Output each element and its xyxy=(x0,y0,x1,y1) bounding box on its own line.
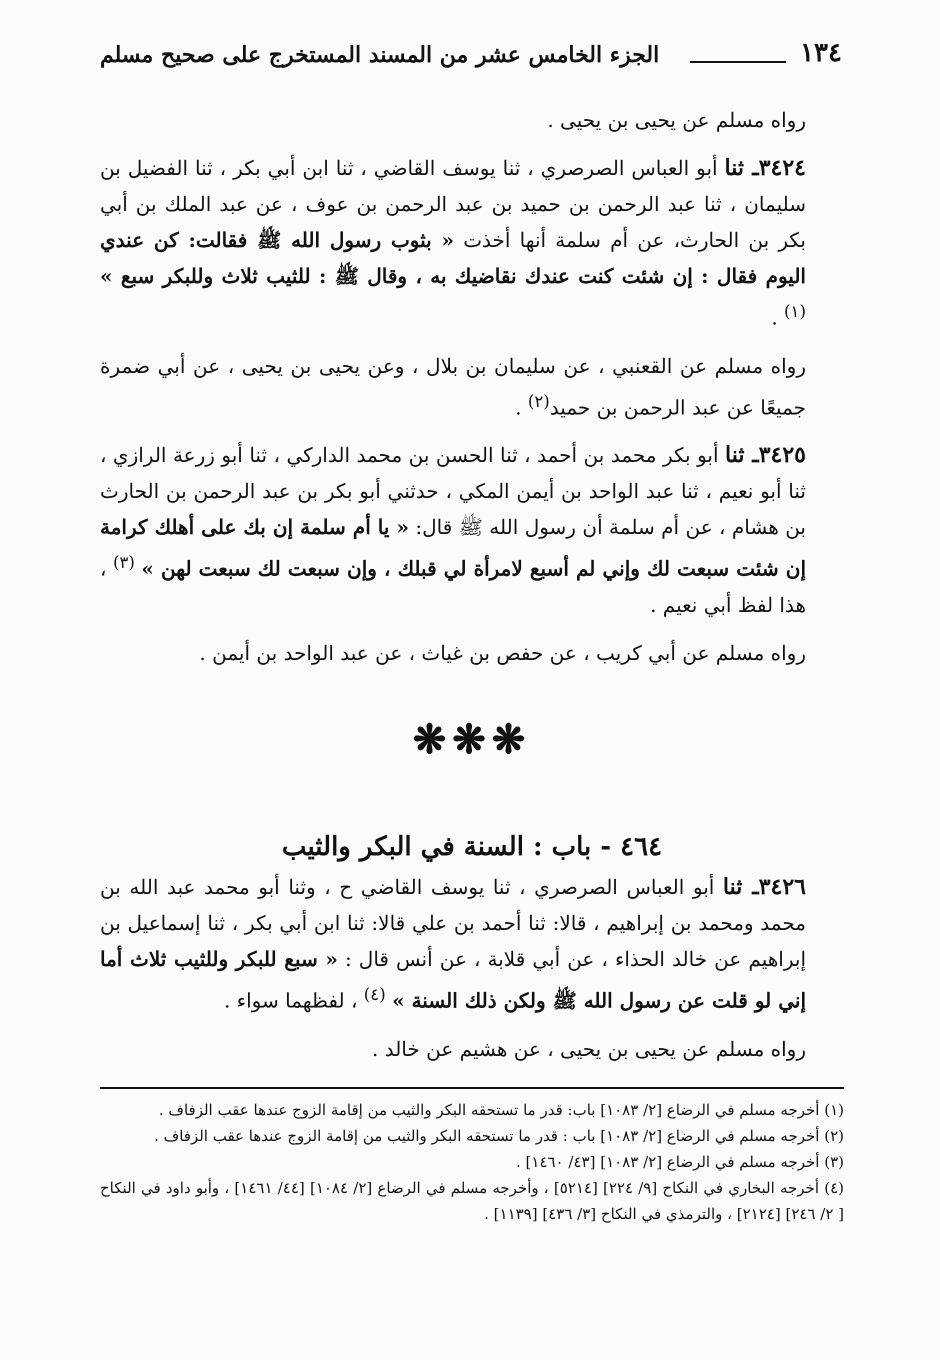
hadith-matn: « يا أم سلمة إن بك على أهلك كرامة إن شئت سبعت لك وإني لم أسبع لامرأة لي قبلك ، وإن سبعت لك سبعت لهن » xyxy=(100,515,807,581)
narration-note: رواه مسلم عن القعنبي ، عن سليمان بن بلال ، وعن يحيى بن يحيى ، عن أبي ضمرة جميعًا عن عبد الرحمن بن حميد$^{(٢)}$ . xyxy=(100,353,807,420)
hadith-isnad: أبو بكر محمد بن أحمد ، ثنا الحسن بن محمد الداركي ، ثنا أبو زرعة الرازي ، ثنا أبو نعيم ، ثنا عبد الواحد بن أيمن المكي ، حدثني أبو بكر بن عبد الرحمن بن الحارث بن هشام ، عن أم سلمة أن رسول الله ﷺ قال: xyxy=(100,443,806,540)
narration-note: رواه مسلم عن أبي كريب ، عن حفص بن غياث ، عن عبد الواحد بن أيمن . xyxy=(199,640,806,665)
hadith-number: ٣٤٢٥ـ ثنا xyxy=(725,442,806,469)
hadith-number: ٣٤٢٤ـ ثنا xyxy=(724,155,806,181)
running-title: الجزء الخامس عشر من المسند المستخرج على صحيح مسلم xyxy=(100,42,660,68)
hadith-3426: ٣٤٢٦ـ ثنا أبو العباس الصرصري ، ثنا يوسف القاضي ح ، وثنا أبو محمد عبد الله بن محمد ومحمد بن إبراهيم ، قالا: ثنا أحمد بن علي قالا: ثنا ابن أبي بكر ، ثنا إسماعيل بن إبراهيم عن خالد الحذاء ، عن أبي قلابة ، عن أنس قال : « سبع للبكر وللثيب ثلاث أما إني لو قلت عن رسول الله ﷺ ولكن ذلك السنة » $^{(٤)}$ ، لفظهما سواء . xyxy=(100,873,807,1013)
footnote-2: (٢) أخرجه مسلم في الرضاع [٢/ ١٠٨٣] باب : قدر ما تستحقه البكر والثيب من إقامة الزوج عندها عقب الزفاف . xyxy=(154,1126,844,1145)
page-header xyxy=(100,36,844,80)
footnote-3: (٣) أخرجه مسلم في الرضاع [٢/ ١٠٨٣] [٤٣/ ١٤٦٠] . xyxy=(516,1152,844,1171)
header-rule xyxy=(690,61,786,63)
page-number: ١٣٤ xyxy=(800,38,842,68)
hadith-3424: ٣٤٢٤ـ ثنا أبو العباس الصرصري ، ثنا يوسف القاضي ، ثنا ابن أبي بكر ، ثنا الفضيل بن سليمان ، ثنا عبد الرحمن بن حميد بن عبد الرحمن بن عوف ، عن عبد الملك بن أبي بكر بن الحارث، عن أم سلمة أنها أخذت « بثوب رسول الله ﷺ فقالت: كن عندي اليوم فقال : إن شئت كنت عندك نقاضيك به ، وقال ﷺ : للثيب ثلاث وللبكر سبع » $^{(١)}$ . xyxy=(100,155,806,330)
footnote-ref: (١) xyxy=(784,302,806,321)
hadith-matn: « سبع للبكر وللثيب ثلاث أما إني لو قلت عن رسول الله ﷺ ولكن ذلك السنة » xyxy=(100,946,806,1013)
hadith-number: ٣٤٢٦ـ ثنا xyxy=(722,873,806,900)
footnote-4: (٤) أخرجه البخاري في النكاح [٩/ ٢٢٤] [٥٢١٤] ، وأخرجه مسلم في الرضاع [٢/ ١٠٨٤] [٤٤/ ١٤٦١] ، وأبو داود في النكاح [ ٢/ ٢٤٦] [٢١٢٤] ، والترمذي في النكاح [٣/ ٤٣٦] [١١٣٩] . xyxy=(100,1178,844,1223)
hadith-isnad: أبو العباس الصرصري ، ثنا يوسف القاضي ، ثنا ابن أبي بكر ، ثنا الفضيل بن سليمان ، ثنا عبد الرحمن بن حميد بن عبد الرحمن بن عوف ، عن عبد الملك بن أبي بكر بن الحارث، عن أم سلمة أنها أخذت xyxy=(100,156,806,252)
book-page xyxy=(100,36,844,1340)
narration-note: رواه مسلم عن يحيى بن يحيى . xyxy=(547,108,806,132)
footnote-ref: (٣) xyxy=(112,553,135,573)
hadith-3425: ٣٤٢٥ـ ثنا أبو بكر محمد بن أحمد ، ثنا الحسن بن محمد الداركي ، ثنا أبو زرعة الرازي ، ثنا أبو نعيم ، ثنا عبد الواحد بن أيمن المكي ، حدثني أبو بكر بن عبد الرحمن بن الحارث بن هشام ، عن أم سلمة أن رسول الله ﷺ قال: « يا أم سلمة إن بك على أهلك كرامة إن شئت سبعت لك وإني لم أسبع لامرأة لي قبلك ، وإن سبعت لك سبعت لهن » $^{(٣)}$ ، هذا لفظ أبي نعيم . xyxy=(100,442,807,617)
hadith-matn: « بثوب رسول الله ﷺ فقالت: كن عندي اليوم فقال : إن شئت كنت عندك نقاضيك به ، وقال ﷺ : للثيب ثلاث وللبكر سبع » xyxy=(100,228,806,288)
footnote-ref: (٤) xyxy=(363,984,386,1004)
footnote-1: (١) أخرجه مسلم في الرضاع [٢/ ١٠٨٣] باب: قدر ما تستحقه البكر والثيب من إقامة الزوج عندها عقب الزفاف . xyxy=(158,1100,844,1119)
chapter-title: ٤٦٤ - باب : السنة في البكر والثيب xyxy=(281,831,663,862)
narration-note: رواه مسلم عن يحيى بن يحيى ، عن هشيم عن خالد . xyxy=(372,1036,806,1061)
footnote-rule xyxy=(100,1087,844,1089)
footnotes xyxy=(100,1097,844,1227)
hadith-isnad: أبو العباس الصرصري ، ثنا يوسف القاضي ح ، وثنا أبو محمد عبد الله بن محمد ومحمد بن إبراهيم ، قالا: ثنا أحمد بن علي قالا: ثنا ابن أبي بكر ، ثنا إسماعيل بن إبراهيم عن خالد الحذاء ، عن أبي قلابة ، عن أنس قال : xyxy=(100,874,807,971)
section-separator: ❋❋❋ xyxy=(412,715,532,763)
footnote-ref: (٢) xyxy=(527,391,550,411)
